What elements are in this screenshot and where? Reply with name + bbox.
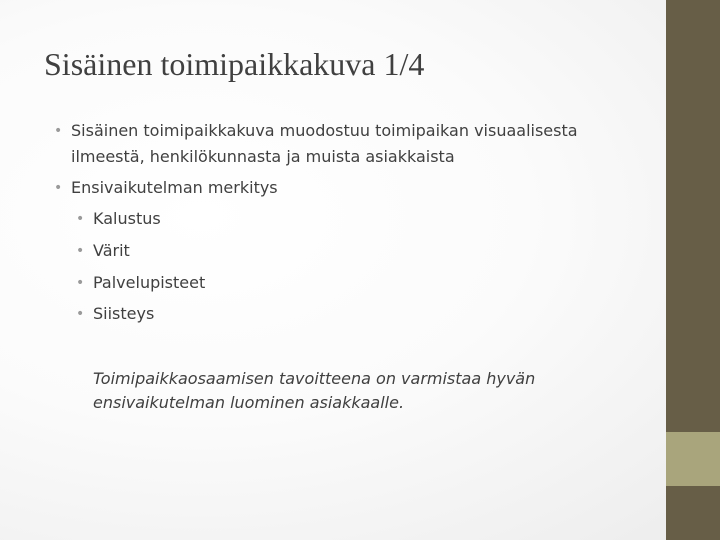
bullet-dot-icon: • [76, 306, 85, 322]
sub-bullet-text: Palvelupisteet [93, 273, 206, 292]
bullet-dot-icon: • [54, 123, 63, 139]
bullet-item [54, 120, 578, 142]
sub-bullet-item [76, 303, 155, 325]
bullet-text: Sisäinen toimipaikkakuva muodostuu toimipaikan visuaalisesta [71, 121, 578, 140]
italic-note [93, 367, 535, 415]
sub-bullet-text: Kalustus [93, 209, 161, 228]
bullet-dot-icon: • [76, 211, 85, 227]
bullet-text: Ensivaikutelman merkitys [71, 178, 278, 197]
bullet-dot-icon: • [54, 180, 63, 196]
bullet-item [54, 177, 278, 199]
bullet-text: ilmeestä, henkilökunnasta ja muista asiakkaista [71, 147, 455, 166]
sub-bullet-item [76, 240, 130, 262]
bullet-dot-icon: • [76, 243, 85, 259]
note-line: Toimipaikkaosaamisen tavoitteena on varmistaa hyvän [93, 369, 536, 388]
sub-bullet-item [76, 208, 161, 230]
note-line: ensivaikutelman luominen asiakkaalle. [93, 393, 405, 412]
bullet-continuation [71, 146, 455, 168]
sub-bullet-item [76, 272, 206, 294]
sidebar-accent-block [666, 432, 720, 486]
sub-bullet-text: Siisteys [93, 304, 155, 323]
decorative-sidebar [666, 0, 720, 540]
bullet-dot-icon: • [76, 275, 85, 291]
sub-bullet-text: Värit [93, 241, 130, 260]
slide-title: Sisäinen toimipaikkakuva 1/4 [44, 46, 425, 82]
